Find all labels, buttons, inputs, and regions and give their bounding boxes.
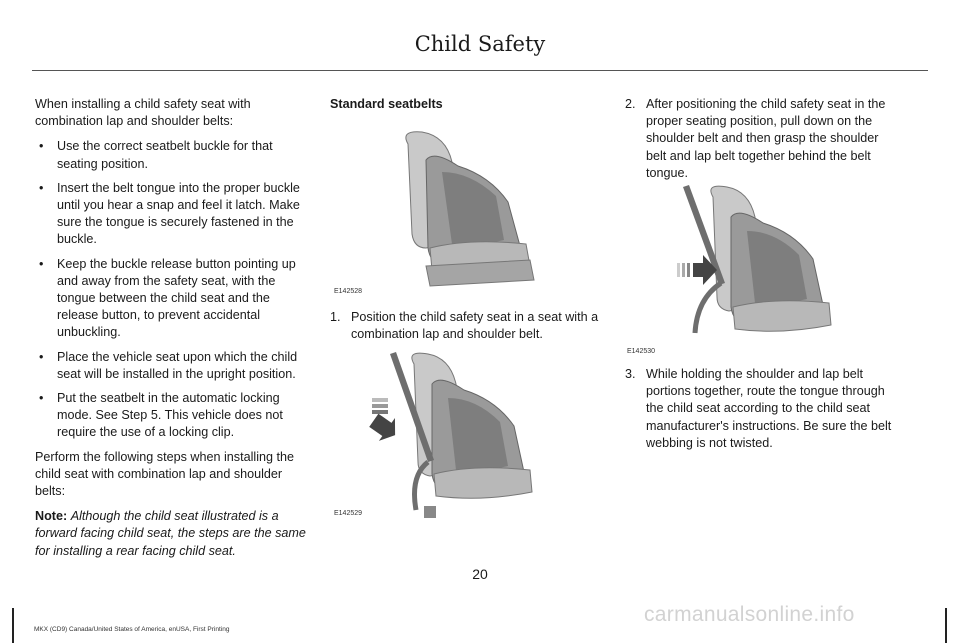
list-item bbox=[35, 138, 307, 172]
list-item-text: Put the seatbelt in the automatic locking mode. See Step 5. This vehicle does not require the use of a locking clip. bbox=[57, 391, 283, 440]
numbered-step bbox=[330, 309, 602, 343]
standard-seatbelts-heading: Standard seatbelts bbox=[330, 97, 443, 111]
list-item-text: Keep the buckle release button pointing up and away from the safety seat, with the tongue between the child seat and the release button, to prevent accidental unbuckling. bbox=[57, 256, 296, 340]
bullet-icon: • bbox=[39, 180, 44, 195]
step-3 bbox=[625, 366, 895, 452]
figure-code: E142529 bbox=[334, 510, 363, 517]
watermark: carmanualsonline.info bbox=[644, 603, 855, 626]
bullet-icon: • bbox=[39, 139, 44, 154]
child-seat-pull-belt-illustration bbox=[625, 183, 897, 358]
intro-paragraph: When installing a child safety seat with combination lap and shoulder belts: bbox=[35, 97, 251, 129]
step-number: 1. bbox=[330, 310, 341, 324]
list-item bbox=[35, 256, 307, 342]
list-item bbox=[35, 349, 307, 383]
list-item-text: Insert the belt tongue into the proper buckle until you hear a snap and feel it latch. Make sure the tongue is securely fastened in the buckle. bbox=[57, 180, 300, 247]
page-number: 20 bbox=[472, 566, 488, 582]
bullet-icon: • bbox=[39, 256, 44, 271]
left-column bbox=[35, 96, 307, 568]
crop-mark bbox=[12, 608, 14, 643]
bullet-icon: • bbox=[39, 391, 44, 406]
figure-code: E142528 bbox=[334, 288, 363, 295]
crop-mark bbox=[945, 608, 947, 643]
note-paragraph bbox=[35, 508, 307, 560]
child-seat-figure-1 bbox=[330, 120, 602, 300]
child-seat-figure-3 bbox=[625, 183, 897, 358]
numbered-step bbox=[625, 96, 895, 182]
step-text: Position the child safety seat in a seat with a combination lap and shoulder belt. bbox=[351, 310, 599, 342]
bullet-icon: • bbox=[39, 349, 44, 364]
step-text: While holding the shoulder and lap belt portions together, route the tongue through the child seat according to the child seat manufacturer's instructions. Be sure the belt webbing is not twisted. bbox=[646, 367, 892, 450]
list-item-text: Place the vehicle seat upon which the child seat will be installed in the upright position. bbox=[57, 349, 298, 381]
list-item bbox=[35, 180, 307, 249]
step-1 bbox=[330, 309, 602, 343]
numbered-step bbox=[625, 366, 895, 452]
child-seat-illustration bbox=[330, 120, 602, 300]
note-label: Note: bbox=[35, 509, 68, 524]
child-seat-belt-illustration bbox=[330, 350, 602, 522]
child-seat-figure-2 bbox=[330, 350, 602, 522]
header-divider bbox=[32, 70, 928, 71]
step-text: After positioning the child safety seat in the proper seating position, pull down on the shoulder belt and then grasp the shoulder belt and lap belt together behind the belt tongue. bbox=[646, 97, 886, 180]
footer-edition-text: MKX (CD9) Canada/United States of America, enUSA, First Printing bbox=[34, 626, 230, 633]
page-title: Child Safety bbox=[414, 32, 546, 56]
list-item-text: Use the correct seatbelt buckle for that seating position. bbox=[57, 139, 273, 171]
step-2 bbox=[625, 96, 895, 182]
figure-code: E142530 bbox=[627, 348, 656, 355]
perform-paragraph: Perform the following steps when installing the child seat with combination lap and shoulder belts: bbox=[35, 449, 295, 499]
list-item bbox=[35, 390, 307, 442]
step-number: 3. bbox=[625, 367, 636, 381]
note-text: Although the child seat illustrated is a forward facing child seat, the steps are the same for installing a rear facing child seat. bbox=[35, 509, 306, 558]
step-number: 2. bbox=[625, 97, 636, 111]
